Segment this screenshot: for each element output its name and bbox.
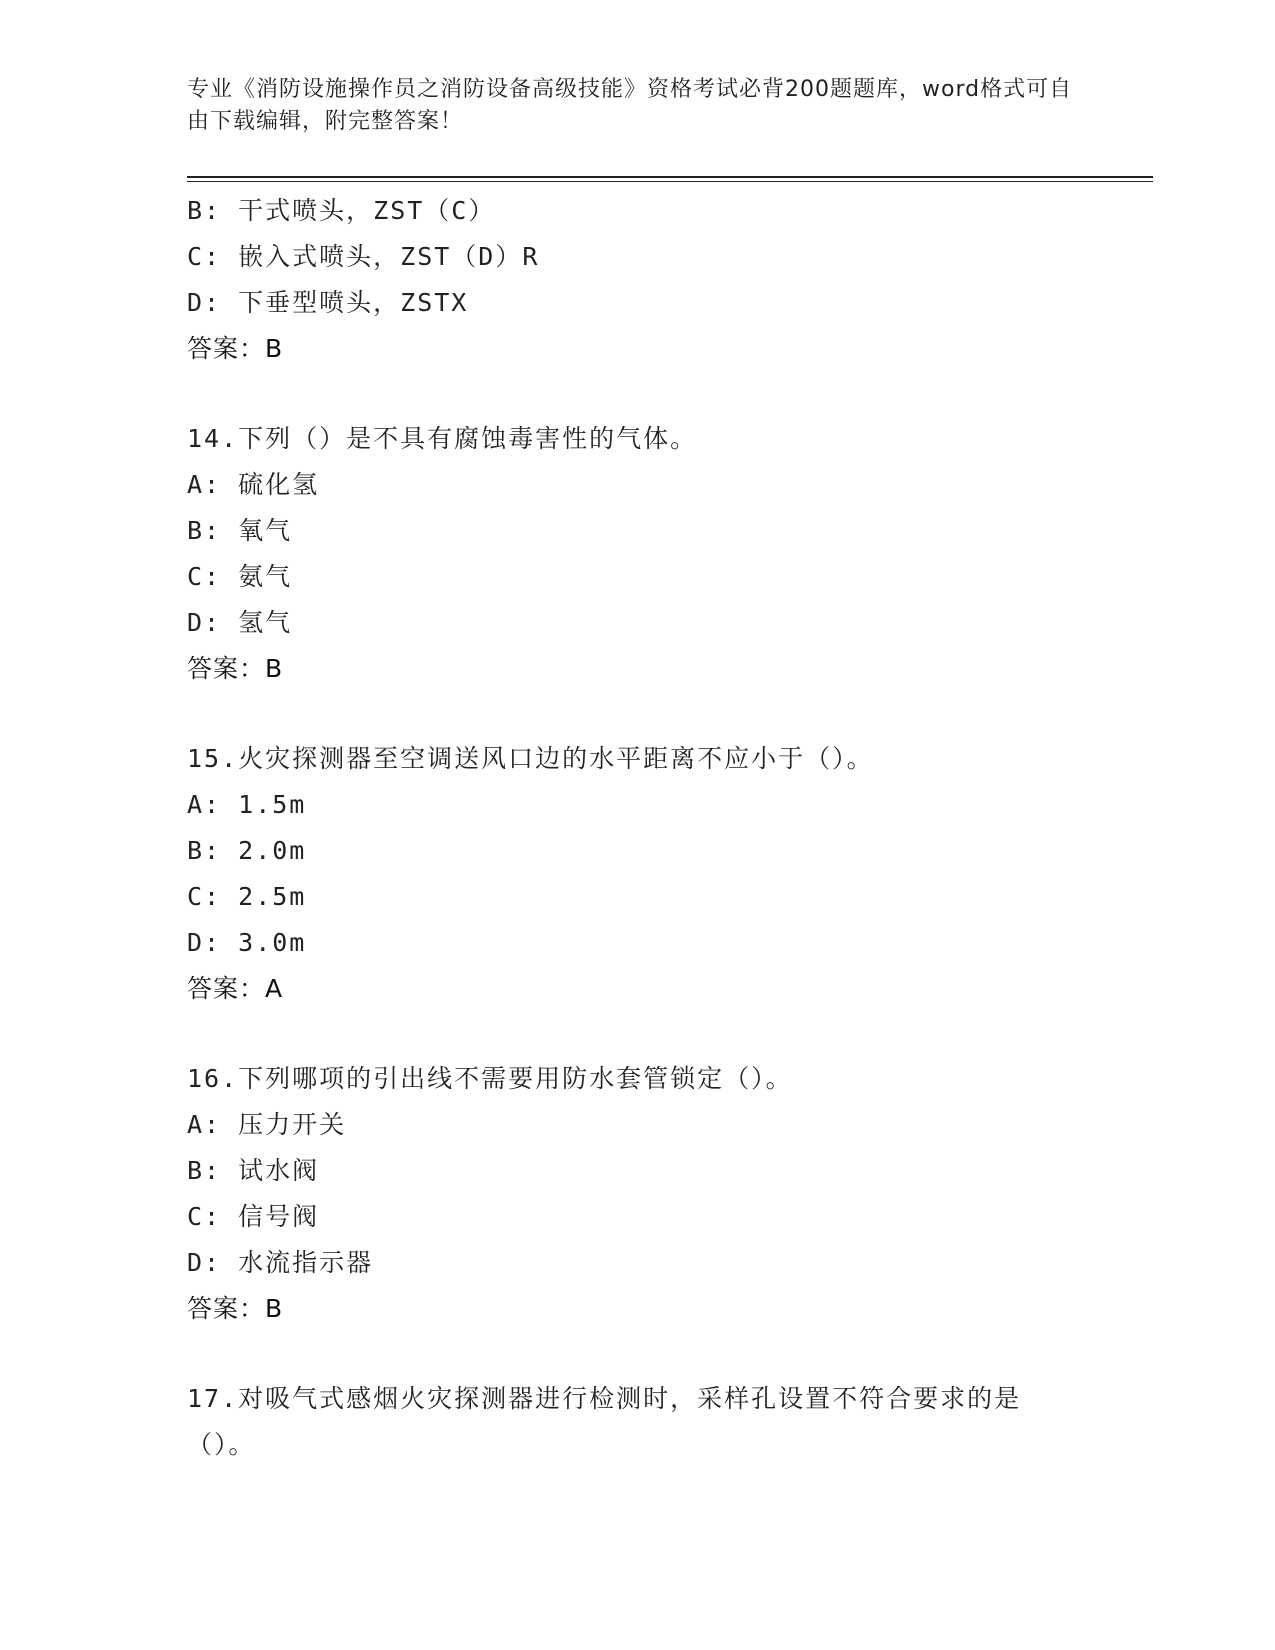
question-14 bbox=[187, 416, 1087, 692]
question-list bbox=[187, 188, 1087, 1468]
header-divider-thin bbox=[187, 181, 1153, 182]
question-13-continued bbox=[187, 188, 1087, 372]
option-a: A: 硫化氢 bbox=[187, 470, 320, 499]
document-header bbox=[187, 74, 1087, 138]
option-d: D: 水流指示器 bbox=[187, 1248, 374, 1277]
option-a: A: 1.5m bbox=[187, 790, 307, 819]
option-b: B: 干式喷头，ZST（C） bbox=[187, 196, 496, 225]
option-c: C: 信号阀 bbox=[187, 1202, 320, 1231]
option-b: B: 2.0m bbox=[187, 836, 307, 865]
question-15 bbox=[187, 736, 1087, 1012]
question-16 bbox=[187, 1056, 1087, 1332]
option-c: C: 氨气 bbox=[187, 562, 293, 591]
answer: 答案：B bbox=[187, 1294, 284, 1323]
option-d: D: 3.0m bbox=[187, 928, 307, 957]
answer: 答案：B bbox=[187, 654, 284, 683]
option-c: C: 2.5m bbox=[187, 882, 307, 911]
header-text: 专业《消防设施操作员之消防设备高级技能》资格考试必背200题题库，word格式可自由下载编辑，附完整答案！ bbox=[187, 77, 1073, 134]
header-divider-thick bbox=[187, 176, 1153, 178]
option-b: B: 试水阀 bbox=[187, 1156, 320, 1185]
option-a: A: 压力开关 bbox=[187, 1110, 347, 1139]
question-stem: 14.下列（）是不具有腐蚀毒害性的气体。 bbox=[187, 424, 698, 453]
question-stem: 16.下列哪项的引出线不需要用防水套管锁定（）。 bbox=[187, 1064, 793, 1093]
answer: 答案：A bbox=[187, 974, 284, 1003]
option-d: D: 氢气 bbox=[187, 608, 293, 637]
option-b: B: 氧气 bbox=[187, 516, 293, 545]
question-17 bbox=[187, 1376, 1087, 1468]
question-stem: 15.火灾探测器至空调送风口边的水平距离不应小于（）。 bbox=[187, 744, 874, 773]
question-stem-line-1: 17.对吸气式感烟火灾探测器进行检测时，采样孔设置不符合要求的是 bbox=[187, 1384, 1022, 1413]
question-stem-line-2: （）。 bbox=[187, 1430, 256, 1459]
option-c: C: 嵌入式喷头，ZST（D）R bbox=[187, 242, 540, 271]
option-d: D: 下垂型喷头，ZSTX bbox=[187, 288, 469, 317]
answer: 答案：B bbox=[187, 334, 284, 363]
